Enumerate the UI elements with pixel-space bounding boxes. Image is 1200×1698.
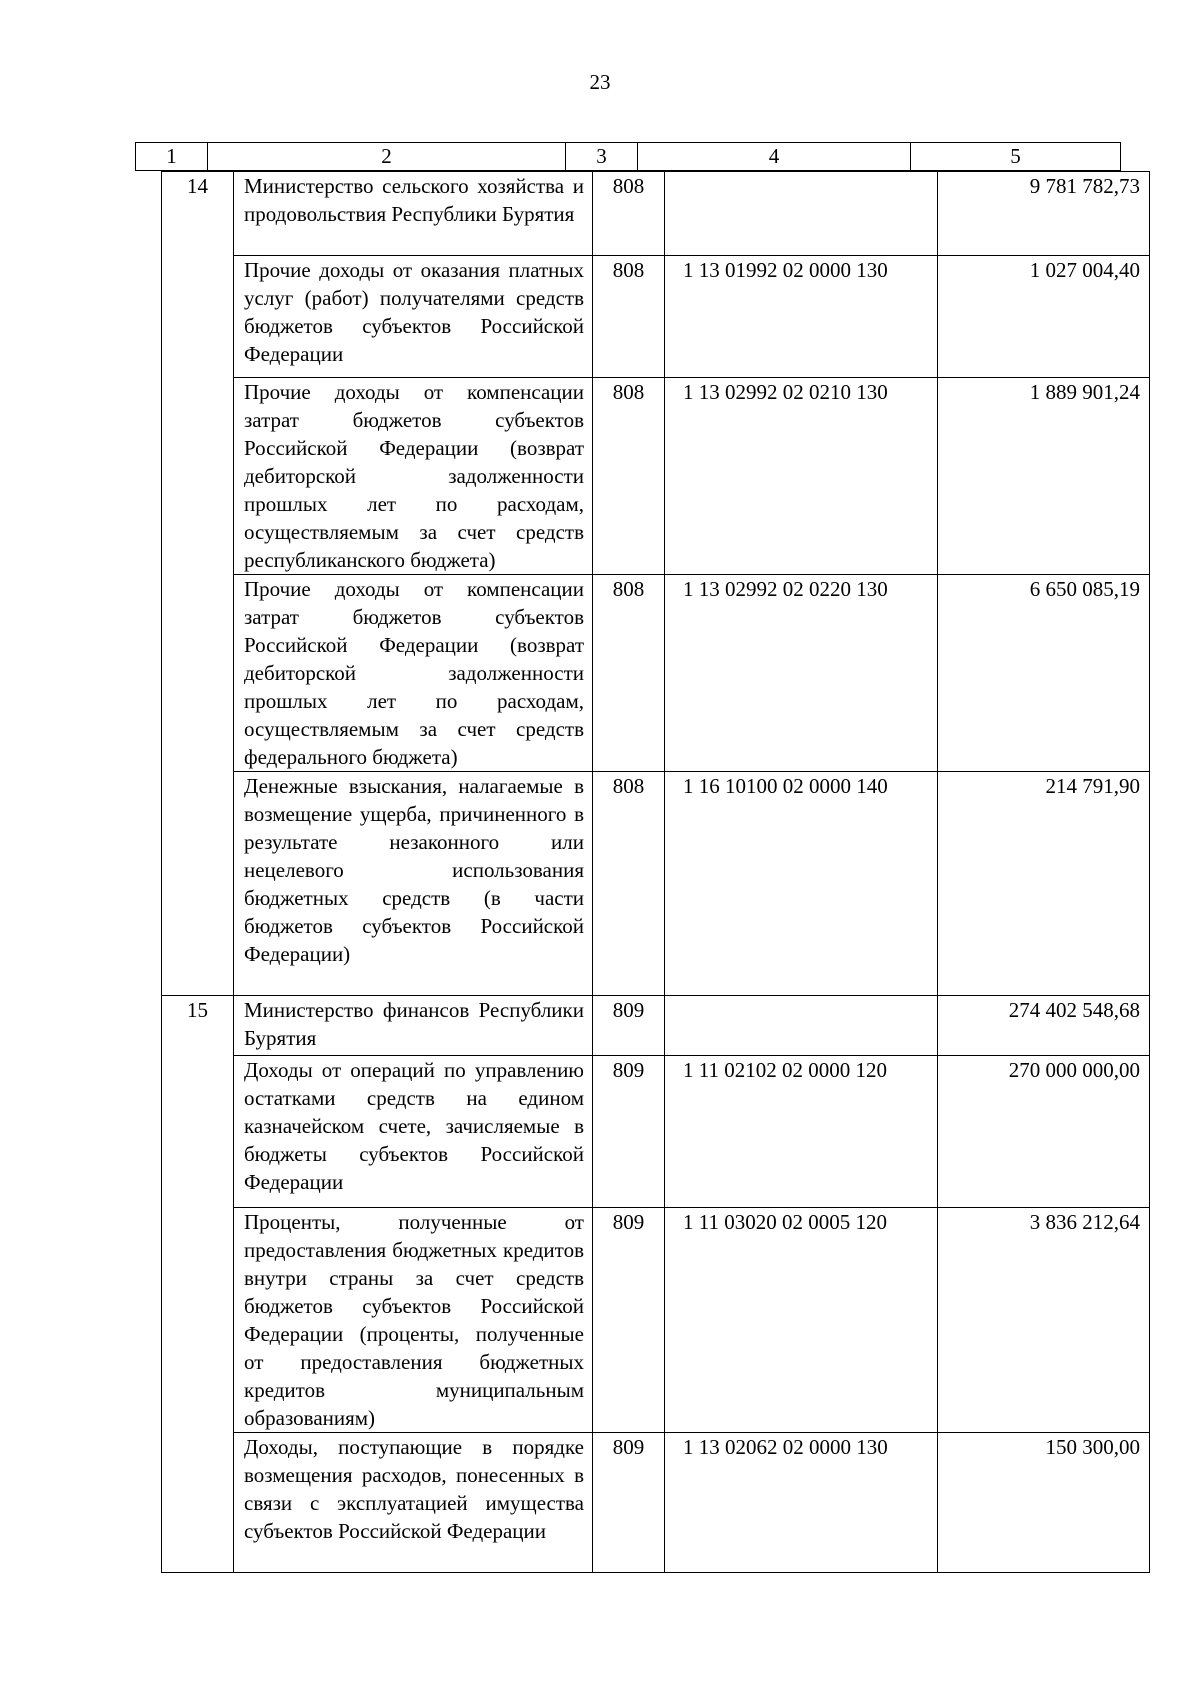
row-code: 808 xyxy=(593,256,665,378)
row-number xyxy=(162,1433,234,1573)
row-name: Денежные взыскания, налагаемые в возмещение ущерба, причиненного в результате незаконного или нецелевого использования бюджетных средств (в части бюджетов субъектов Российской Федерации) xyxy=(234,772,593,996)
row-number xyxy=(162,1056,234,1208)
table-row xyxy=(162,575,1150,772)
row-kbk: 1 13 02992 02 0220 130 xyxy=(665,575,938,772)
row-kbk: 1 13 02992 02 0210 130 xyxy=(665,378,938,575)
row-name: Проценты, полученные от предоставления бюджетных кредитов внутри страны за счет средств бюджетов субъектов Российской Федерации (проценты, полученные от предоставления бюджетных кредитов муниципальным образованиям) xyxy=(234,1208,593,1433)
row-kbk: 1 11 02102 02 0000 120 xyxy=(665,1056,938,1208)
table-row xyxy=(162,256,1150,378)
row-amount: 1 889 901,24 xyxy=(938,378,1150,575)
row-name: Доходы от операций по управлению остатками средств на едином казначейском счете, зачисляемые в бюджеты субъектов Российской Федерации xyxy=(234,1056,593,1208)
row-code: 808 xyxy=(593,172,665,256)
row-amount: 3 836 212,64 xyxy=(938,1208,1150,1433)
row-kbk xyxy=(665,172,938,256)
row-number xyxy=(162,575,234,772)
revenue-table xyxy=(161,171,1150,1573)
row-number: 15 xyxy=(162,996,234,1056)
table-row xyxy=(162,1208,1150,1433)
row-name: Прочие доходы от компенсации затрат бюджетов субъектов Российской Федерации (возврат дебиторской задолженности прошлых лет по расходам, осуществляемым за счет средств республиканского бюджета) xyxy=(234,378,593,575)
row-code: 808 xyxy=(593,575,665,772)
column-number-header xyxy=(135,142,1121,171)
row-number xyxy=(162,378,234,575)
table-row xyxy=(162,1433,1150,1573)
row-amount: 6 650 085,19 xyxy=(938,575,1150,772)
table-row xyxy=(162,996,1150,1056)
row-code: 809 xyxy=(593,1208,665,1433)
row-amount: 150 300,00 xyxy=(938,1433,1150,1573)
row-number xyxy=(162,1208,234,1433)
row-number: 14 xyxy=(162,172,234,256)
row-kbk xyxy=(665,996,938,1056)
header-col-3: 3 xyxy=(566,143,638,171)
table-row xyxy=(162,1056,1150,1208)
header-col-5: 5 xyxy=(911,143,1121,171)
row-amount: 1 027 004,40 xyxy=(938,256,1150,378)
row-kbk: 1 16 10100 02 0000 140 xyxy=(665,772,938,996)
row-code: 808 xyxy=(593,772,665,996)
table-row xyxy=(162,772,1150,996)
header-col-2: 2 xyxy=(208,143,566,171)
header-row xyxy=(136,143,1121,171)
row-kbk: 1 13 02062 02 0000 130 xyxy=(665,1433,938,1573)
row-amount: 9 781 782,73 xyxy=(938,172,1150,256)
row-code: 809 xyxy=(593,1433,665,1573)
row-number xyxy=(162,772,234,996)
row-code: 809 xyxy=(593,1056,665,1208)
row-code: 808 xyxy=(593,378,665,575)
row-amount: 270 000 000,00 xyxy=(938,1056,1150,1208)
page-number: 23 xyxy=(589,70,611,94)
table-row xyxy=(162,172,1150,256)
row-code: 809 xyxy=(593,996,665,1056)
row-name: Министерство финансов Республики Бурятия xyxy=(234,996,593,1056)
row-name: Министерство сельского хозяйства и продовольствия Республики Бурятия xyxy=(234,172,593,256)
row-name: Доходы, поступающие в порядке возмещения расходов, понесенных в связи с эксплуатацией имущества субъектов Российской Федерации xyxy=(234,1433,593,1573)
row-amount: 274 402 548,68 xyxy=(938,996,1150,1056)
row-amount: 214 791,90 xyxy=(938,772,1150,996)
row-number xyxy=(162,256,234,378)
header-col-4: 4 xyxy=(638,143,911,171)
row-name: Прочие доходы от оказания платных услуг (работ) получателями средств бюджетов субъектов Российской Федерации xyxy=(234,256,593,378)
row-kbk: 1 13 01992 02 0000 130 xyxy=(665,256,938,378)
row-kbk: 1 11 03020 02 0005 120 xyxy=(665,1208,938,1433)
table-row xyxy=(162,378,1150,575)
row-name: Прочие доходы от компенсации затрат бюджетов субъектов Российской Федерации (возврат дебиторской задолженности прошлых лет по расходам, осуществляемым за счет средств федерального бюджета) xyxy=(234,575,593,772)
header-col-1: 1 xyxy=(136,143,208,171)
